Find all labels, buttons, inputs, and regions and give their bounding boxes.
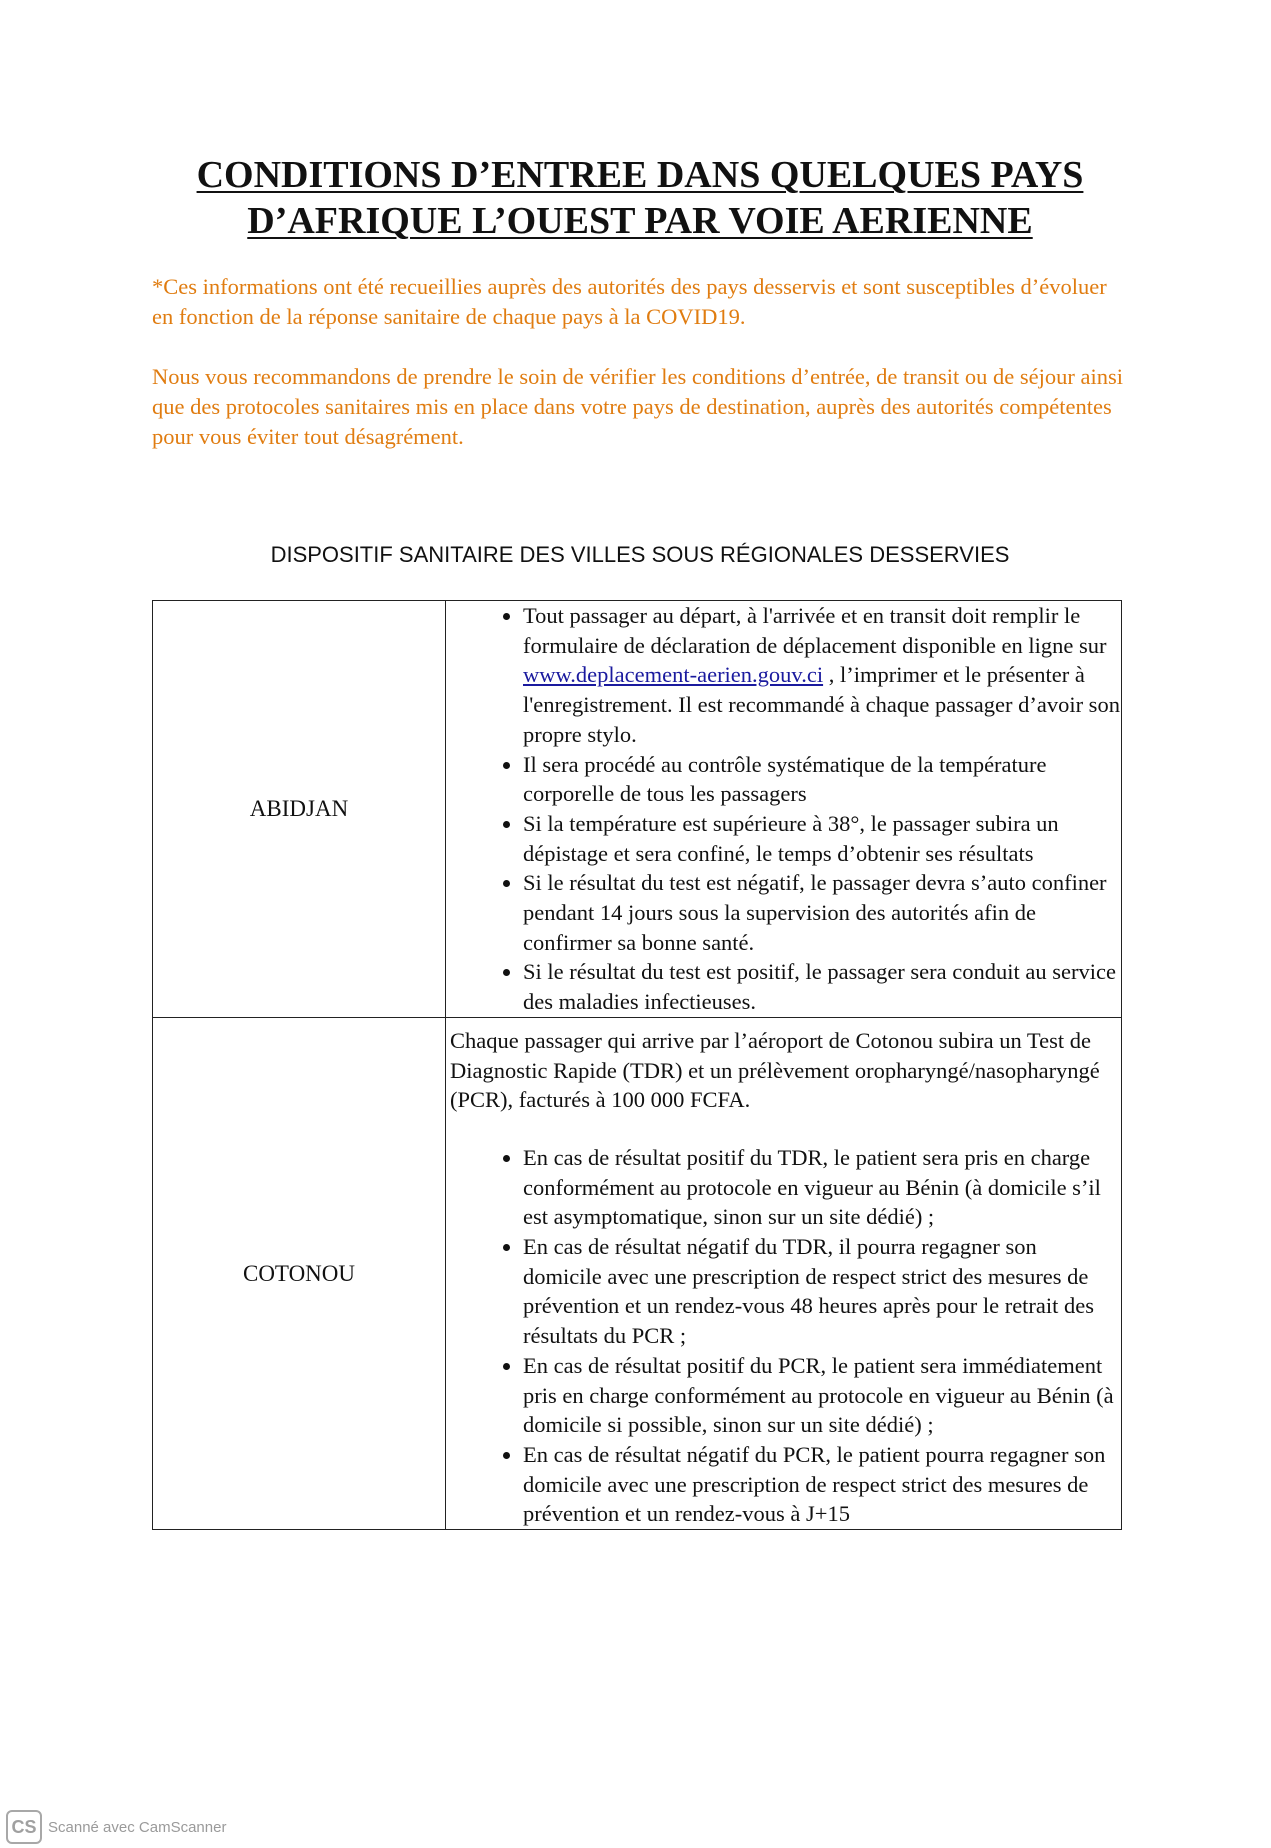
recommendation-paragraph: Nous vous recommandons de prendre le soin de vérifier les conditions d’entrée, de transit ou de séjour ainsi que des protocoles sanitaires mis en place dans votre pays de destination, auprès des autorités compétentes pour vous éviter tout désagrément. — [152, 364, 1123, 449]
document-title — [100, 152, 1180, 244]
declaration-form-link[interactable]: www.deplacement-aerien.gouv.ci — [523, 662, 824, 688]
cotonou-intro-text: Chaque passager qui arrive par l’aéroport de Cotonou subira un Test de Diagnostic Rapide (TDR) et un prélèvement oropharyngé/nasopharyngé (PCR), facturés à 100 000 FCFA. — [450, 1027, 1100, 1113]
watermark-text: Scanné avec CamScanner — [48, 1818, 227, 1836]
list-item: • En cas de résultat positif du TDR, le patient sera pris en charge conformément au protocole en vigueur au Bénin (à domicile s’il est asymptomatique, sinon sur un site dédié) ; — [523, 1143, 1121, 1232]
conditions-cell-abidjan — [446, 601, 1122, 1018]
section-heading: DISPOSITIF SANITAIRE DES VILLES SOUS RÉGIONALES DESSERVIES — [270, 542, 1010, 567]
list-item-text: , l’imprimer et le présenter à l'enregistrement. Il est recommandé à chaque passager d’avoir son propre stylo. — [523, 662, 1120, 747]
title-line-2: D’AFRIQUE L’OUEST PAR VOIE AERIENNE — [247, 200, 1033, 242]
conditions-cell-cotonou — [446, 1017, 1122, 1529]
list-item: • Si la température est supérieure à 38°, le passager subira un dépistage et sera confiné, le temps d’obtenir ses résultats — [523, 809, 1121, 868]
title-line-1: CONDITIONS D’ENTREE DANS QUELQUES PAYS — [196, 154, 1084, 196]
bullet-list-cotonou — [446, 1143, 1121, 1529]
list-item: • En cas de résultat négatif du TDR, il pourra regagner son domicile avec une prescription de respect strict des mesures de prévention et un rendez-vous 48 heures après pour le retrait des résultats du PCR ; — [523, 1232, 1121, 1351]
city-conditions-table — [152, 600, 1122, 1530]
list-item-text: Tout passager au départ, à l'arrivée et en transit doit remplir le formulaire de déclaration de déplacement disponible en ligne sur — [523, 603, 1107, 658]
list-item — [523, 601, 1121, 750]
table-row-cotonou — [153, 1017, 1122, 1529]
list-item: • Si le résultat du test est positif, le passager sera conduit au service des maladies infectieuses. — [523, 957, 1121, 1016]
scanner-watermark — [6, 1810, 226, 1844]
city-cell-cotonou: COTONOU — [153, 1017, 446, 1529]
list-item: • Il sera procédé au contrôle systématique de la température corporelle de tous les passagers — [523, 750, 1121, 809]
bullet-list-abidjan — [446, 601, 1121, 1017]
list-item: • En cas de résultat positif du PCR, le patient sera immédiatement pris en charge conformément au protocole en vigueur au Bénin (à domicile si possible, sinon sur un site dédié) ; — [523, 1351, 1121, 1440]
list-item: • En cas de résultat négatif du PCR, le patient pourra regagner son domicile avec une prescription de respect strict des mesures de prévention et un rendez-vous à J+15 — [523, 1440, 1121, 1529]
table-row-abidjan — [153, 601, 1122, 1018]
city-cell-abidjan: ABIDJAN — [153, 601, 446, 1018]
disclaimer-paragraph: *Ces informations ont été recueillies auprès des autorités des pays desservis et sont susceptibles d’évoluer en fonction de la réponse sanitaire de chaque pays à la COVID19. — [152, 274, 1107, 329]
camscanner-logo-icon: CS — [6, 1810, 42, 1844]
list-item: • Si le résultat du test est négatif, le passager devra s’auto confiner pendant 14 jours sous la supervision des autorités afin de confirmer sa bonne santé. — [523, 868, 1121, 957]
